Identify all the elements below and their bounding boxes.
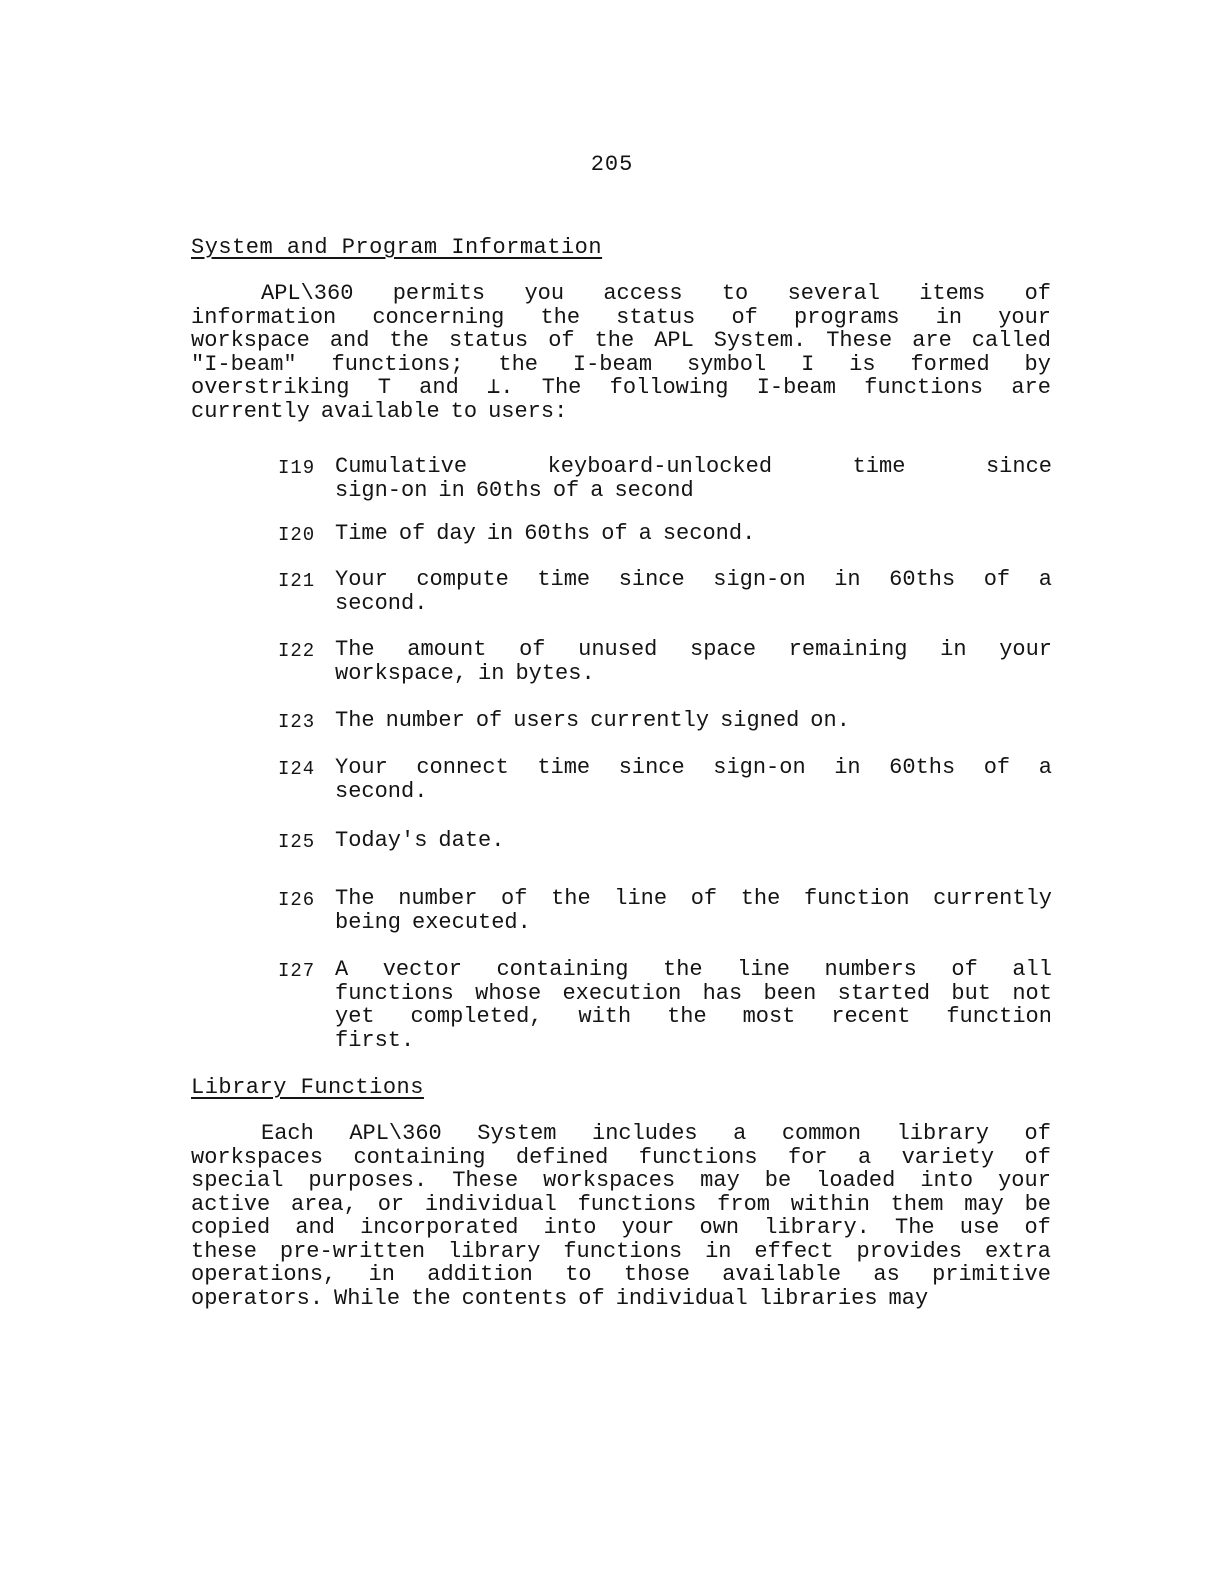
text-line [335, 638, 1052, 662]
word: While [334, 1285, 401, 1311]
word: of [475, 708, 503, 733]
word: loaded [816, 1168, 896, 1193]
word: 60ths [889, 755, 956, 780]
text-line [335, 982, 1052, 1006]
word: The [335, 637, 375, 662]
word: a [1038, 755, 1052, 780]
word: I [801, 351, 815, 377]
word: started [837, 980, 931, 1006]
word: items [919, 281, 986, 306]
word: may [888, 1285, 929, 1311]
text-line [335, 709, 1052, 733]
word: may [964, 1191, 1004, 1217]
word: these [191, 1238, 258, 1264]
ibeam-code: I21 [278, 570, 316, 592]
word: time [537, 755, 591, 780]
word: to [721, 281, 749, 306]
ibeam-description [335, 709, 1052, 733]
word: recent [831, 1004, 911, 1029]
word: be [1024, 1191, 1051, 1217]
word: of [951, 957, 978, 982]
word: line [737, 957, 790, 982]
word: I-beam [572, 351, 653, 377]
word: A [335, 957, 349, 982]
word: since [985, 454, 1052, 479]
word: the [663, 957, 703, 982]
word: called [971, 328, 1051, 353]
word: in [834, 567, 861, 592]
word: 60ths [475, 477, 542, 503]
text-line [191, 1263, 1051, 1287]
word: of [983, 755, 1011, 780]
text-line [335, 1005, 1052, 1029]
word: includes [592, 1121, 698, 1146]
text-line [191, 329, 1051, 353]
word: in [705, 1238, 732, 1264]
text-line [335, 780, 1052, 804]
text-line [191, 1146, 1051, 1170]
word: active [191, 1191, 271, 1217]
word: a [590, 477, 604, 503]
word: Time [335, 521, 388, 546]
word: executed. [412, 909, 531, 935]
word: workspaces [543, 1168, 676, 1193]
ibeam-description [335, 455, 1052, 502]
word: of [983, 567, 1011, 592]
word: in [940, 637, 967, 662]
word: variety [901, 1144, 995, 1170]
word: as [873, 1262, 900, 1287]
word: are [1011, 375, 1051, 400]
word: area, [290, 1191, 357, 1217]
word: from [717, 1191, 770, 1217]
word: second. [335, 590, 428, 616]
word: purposes. [308, 1168, 428, 1193]
word: on. [810, 708, 850, 733]
word: line [614, 886, 668, 911]
word: status [449, 328, 529, 353]
word: being [335, 909, 402, 935]
word: by [1024, 351, 1051, 377]
word: pre-written [279, 1238, 426, 1264]
word: sign-on [713, 567, 806, 592]
word: information [191, 304, 337, 330]
word: effect [754, 1238, 834, 1264]
word: provides [856, 1238, 963, 1264]
word: to [450, 398, 478, 424]
word: with [578, 1004, 632, 1029]
text-line [191, 1216, 1051, 1240]
word: or [377, 1191, 405, 1217]
word: the [551, 886, 591, 911]
word: sign-on [713, 755, 806, 780]
text-line [335, 662, 1052, 686]
word: of [519, 637, 546, 662]
word: execution [562, 980, 682, 1006]
text-line [191, 282, 1051, 306]
word: the [498, 351, 539, 377]
text-line [191, 1287, 1051, 1311]
word: permits [392, 281, 486, 306]
word: compute [416, 567, 509, 592]
word: workspaces [191, 1144, 324, 1170]
word: is [849, 351, 876, 377]
word: System. [713, 328, 807, 353]
word: since [618, 755, 685, 780]
ibeam-description [335, 829, 1052, 853]
word: the [389, 328, 430, 353]
text-line [191, 306, 1051, 330]
word: the [594, 328, 635, 353]
ibeam-code: I27 [278, 960, 316, 982]
ibeam-code: I20 [278, 524, 316, 546]
word: library [448, 1238, 541, 1264]
word: These [452, 1168, 519, 1193]
word: all [1012, 957, 1052, 982]
word: addition [427, 1262, 533, 1287]
ibeam-description [335, 638, 1052, 685]
word: Your [335, 755, 388, 780]
word: containing [353, 1144, 486, 1170]
word: APL [654, 328, 694, 353]
word: overstriking [191, 375, 350, 400]
text-line [191, 376, 1051, 400]
word: formed [910, 351, 990, 377]
word: second [614, 477, 694, 503]
word: functions [577, 1191, 697, 1217]
ibeam-description [335, 887, 1052, 934]
word: library. [764, 1215, 870, 1240]
word: your [998, 304, 1051, 330]
word: the [540, 304, 581, 330]
word: for [788, 1144, 828, 1170]
word: Today's [335, 828, 428, 853]
word: functions [864, 375, 984, 400]
word: primitive [932, 1262, 1051, 1287]
word: currently [933, 886, 1052, 911]
word: available [722, 1262, 842, 1287]
word: Your [335, 567, 388, 592]
text-line [335, 479, 1052, 503]
word: of [501, 886, 528, 911]
text-line [335, 455, 1052, 479]
word: of [731, 304, 758, 330]
text-line [191, 1193, 1051, 1217]
word: currently [191, 398, 310, 424]
word: The [541, 375, 582, 400]
word: be [764, 1168, 792, 1193]
word: bytes. [515, 660, 595, 686]
system-info-paragraph [191, 282, 1051, 423]
page-number: 205 [590, 152, 634, 177]
word: a [858, 1144, 872, 1170]
word: of [1024, 1215, 1051, 1240]
text-line [335, 958, 1052, 982]
word: Each [261, 1121, 314, 1146]
word: libraries [758, 1285, 878, 1311]
word: within [790, 1191, 870, 1217]
word: and [295, 1215, 335, 1240]
word: operations, [191, 1262, 337, 1287]
word: use [959, 1215, 1000, 1240]
word: a [733, 1121, 747, 1146]
word: your [998, 1168, 1051, 1193]
word: These [826, 328, 893, 353]
word: vector [382, 957, 462, 982]
ibeam-code: I19 [278, 457, 316, 479]
word: remaining [788, 637, 908, 662]
word: containing [496, 957, 629, 982]
word: of [552, 477, 580, 503]
ibeam-code: I26 [278, 889, 316, 911]
word: ⊥. [487, 375, 514, 400]
text-line [191, 1122, 1051, 1146]
text-line [335, 829, 1052, 853]
word: following [609, 375, 729, 400]
word: library [896, 1121, 990, 1146]
word: incorporated [360, 1215, 519, 1240]
text-line [191, 1169, 1051, 1193]
section-heading-library-functions: Library Functions [191, 1075, 424, 1100]
word: and [329, 328, 370, 353]
word: second. [662, 521, 756, 546]
word: connect [416, 755, 509, 780]
ibeam-description [335, 522, 1052, 546]
word: of [578, 1285, 605, 1311]
section-heading-system-info: System and Program Information [191, 235, 603, 260]
text-line [191, 400, 1051, 424]
word: APL\360 [261, 281, 354, 306]
word: several [787, 281, 880, 306]
word: APL\360 [349, 1121, 442, 1146]
word: and [419, 375, 459, 400]
text-line [335, 522, 1052, 546]
word: contents [461, 1285, 568, 1311]
word: The [335, 886, 375, 911]
text-line [191, 353, 1051, 377]
word: special [191, 1168, 284, 1193]
word: functions; [331, 351, 464, 377]
word: The [895, 1215, 935, 1240]
word: a [638, 521, 652, 546]
library-functions-paragraph [191, 1122, 1051, 1310]
word: functions [563, 1238, 683, 1264]
ibeam-description [335, 958, 1052, 1052]
word: of [1024, 1121, 1051, 1146]
word: but [951, 980, 991, 1006]
word: functions [335, 980, 454, 1006]
word: yet [335, 1004, 375, 1029]
word: them [890, 1191, 944, 1217]
word: function [803, 886, 910, 911]
word: in [935, 304, 963, 330]
word: most [742, 1004, 796, 1029]
word: space [690, 637, 757, 662]
word: numbers [824, 957, 917, 982]
word: available [320, 398, 440, 424]
text-line [335, 887, 1052, 911]
word: users: [488, 398, 568, 424]
word: the [740, 886, 781, 911]
word: Cumulative [335, 454, 468, 479]
word: of [548, 328, 575, 353]
ibeam-code: I23 [278, 711, 316, 733]
word: been [763, 980, 817, 1006]
word: defined [515, 1144, 609, 1170]
word: in [834, 755, 861, 780]
word: in [478, 660, 505, 686]
word: second. [335, 778, 428, 804]
word: status [616, 304, 696, 330]
word: extra [984, 1238, 1051, 1264]
word: you [524, 281, 565, 306]
word: sign-on [335, 477, 428, 503]
word: individual [615, 1285, 748, 1311]
word: I-beam [756, 375, 836, 400]
word: unused [578, 637, 658, 662]
word: time [537, 567, 591, 592]
word: into [543, 1215, 597, 1240]
word: time [852, 454, 906, 479]
word: since [618, 567, 685, 592]
word: to [565, 1262, 592, 1287]
word: copied [191, 1215, 271, 1240]
word: the [667, 1004, 707, 1029]
text-line [335, 1029, 1052, 1053]
word: your [999, 637, 1052, 662]
word: 60ths [889, 567, 956, 592]
word: users [513, 708, 580, 733]
word: symbol [686, 351, 767, 377]
word: workspace [191, 328, 310, 353]
word: currently [590, 708, 710, 733]
word: operators. [191, 1285, 324, 1311]
word: the [411, 1285, 451, 1311]
word: programs [793, 304, 900, 330]
word: of [690, 886, 718, 911]
word: individual [424, 1191, 557, 1217]
word: in [486, 521, 514, 546]
word: common [781, 1121, 862, 1146]
word: T [377, 375, 391, 400]
word: The [335, 708, 375, 733]
word: a [1038, 567, 1052, 592]
word: of [601, 521, 628, 546]
ibeam-code: I22 [278, 640, 316, 662]
text-line [335, 911, 1052, 935]
word: number [385, 708, 465, 733]
word: in [438, 477, 465, 503]
text-line [335, 756, 1052, 780]
word: concerning [372, 304, 505, 330]
word: "I-beam" [191, 351, 297, 377]
word: of [1024, 1144, 1051, 1170]
word: keyboard-unlocked [547, 454, 773, 479]
word: function [946, 1004, 1052, 1029]
word: 60ths [524, 521, 591, 546]
word: date. [438, 828, 505, 853]
text-line [191, 1240, 1051, 1264]
word: completed, [410, 1004, 543, 1029]
word: day [436, 521, 476, 546]
word: your [621, 1215, 675, 1240]
ibeam-description [335, 568, 1052, 615]
word: amount [407, 637, 487, 662]
word: workspace, [335, 660, 468, 686]
ibeam-code: I25 [278, 831, 316, 853]
word: into [920, 1168, 974, 1193]
word: not [1012, 980, 1052, 1006]
word: may [700, 1168, 740, 1193]
word: own [699, 1215, 740, 1240]
word: are [912, 328, 952, 353]
word: number [398, 886, 478, 911]
word: functions [638, 1144, 758, 1170]
text-line [335, 568, 1052, 592]
word: has [702, 980, 743, 1006]
word: first. [335, 1027, 415, 1053]
word: signed [720, 708, 800, 733]
ibeam-description [335, 756, 1052, 803]
word: whose [475, 980, 542, 1006]
word: in [368, 1262, 395, 1287]
ibeam-code: I24 [278, 758, 316, 780]
word: System [477, 1121, 557, 1146]
word: those [623, 1262, 690, 1287]
word: access [603, 281, 683, 306]
word: of [1024, 281, 1051, 306]
text-line [335, 592, 1052, 616]
word: of [398, 521, 426, 546]
